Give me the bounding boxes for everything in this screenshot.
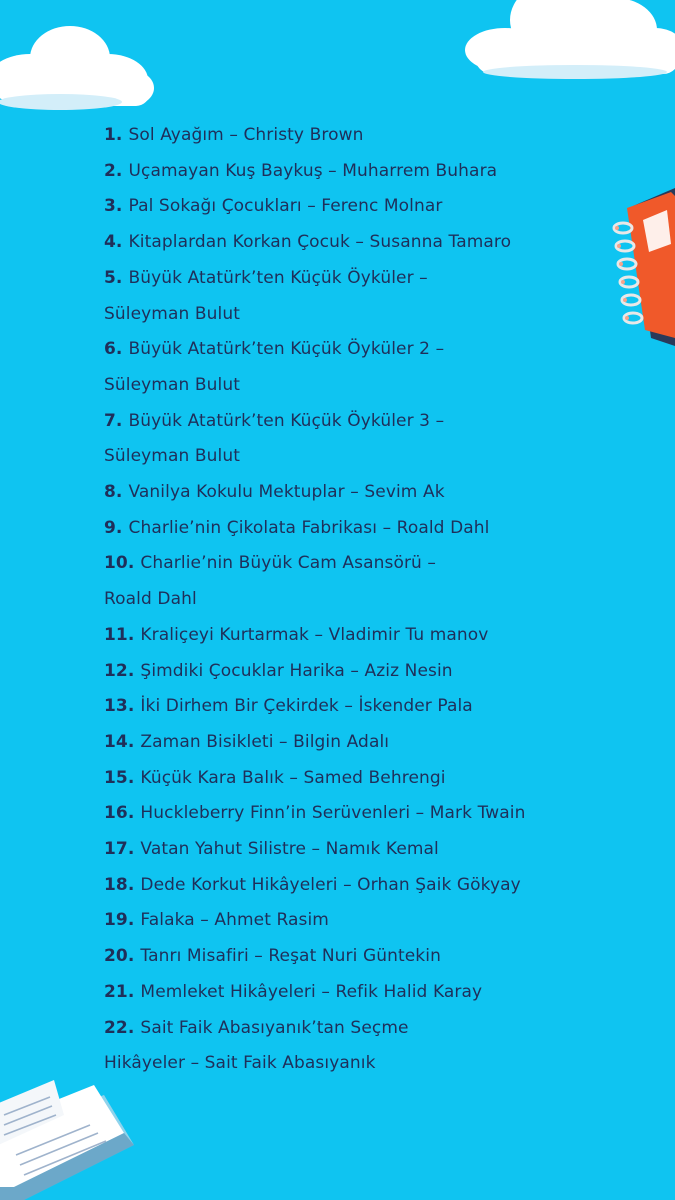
item-number: 15. [104,767,135,788]
book-title: Sol Ayağım – Christy Brown [128,125,364,145]
list-item [104,975,664,1011]
item-number: 20. [104,946,135,967]
item-number: 19. [104,910,135,931]
item-number: 13. [104,696,135,717]
list-item [104,511,664,547]
book-title: Tanrı Misafiri – Reşat Nuri Güntekin [140,946,441,967]
item-number: 10. [104,553,135,574]
list-item [104,154,664,190]
item-number: 4. [104,232,123,253]
list-item [104,546,664,617]
cloud-icon [465,0,675,85]
book-title: Büyük Atatürk’ten Küçük Öyküler – [128,267,428,288]
book-title-continued: Roald Dahl [104,589,197,610]
list-item [104,118,664,154]
list-item [104,832,664,868]
book-title: Charlie’nin Çikolata Fabrikası – Roald Dahl [128,517,490,538]
item-number: 2. [104,160,123,181]
item-number: 5. [104,267,123,288]
list-item [104,475,664,511]
list-item [104,796,664,832]
item-number: 8. [104,482,123,503]
item-number: 16. [104,803,135,824]
item-number: 21. [104,981,135,1002]
item-number: 18. [104,874,135,895]
item-number: 6. [104,339,123,360]
book-title: Büyük Atatürk’ten Küçük Öyküler 3 – [128,410,445,431]
list-item [104,189,664,225]
list-item [104,761,664,797]
list-item [104,618,664,654]
book-title: Falaka – Ahmet Rasim [140,910,329,931]
item-number: 7. [104,410,123,431]
item-number: 1. [104,125,123,145]
list-item [104,261,664,332]
list-item [104,225,664,261]
book-title: Kraliçeyi Kurtarmak – Vladimir Tu manov [140,624,489,645]
open-book-icon [0,1075,144,1200]
book-title-continued: Hikâyeler – Sait Faik Abasıyanık [104,1053,376,1074]
list-item [104,939,664,975]
book-title: Küçük Kara Balık – Samed Behrengi [140,767,446,788]
book-title: Kitaplardan Korkan Çocuk – Susanna Tamaro [128,232,512,253]
book-title: Huckleberry Finn’in Serüvenleri – Mark Twain [140,803,526,824]
item-number: 3. [104,196,123,217]
book-title: Vatan Yahut Silistre – Namık Kemal [140,839,439,860]
book-title: Vanilya Kokulu Mektuplar – Sevim Ak [128,482,445,503]
list-item [104,903,664,939]
book-title: İki Dirhem Bir Çekirdek – İskender Pala [140,696,473,717]
list-item [104,689,664,725]
list-item [104,725,664,761]
list-item [104,332,664,403]
book-title-continued: Süleyman Bulut [104,303,240,324]
book-title: Sait Faik Abasıyanık’tan Seçme [140,1017,409,1038]
list-item [104,868,664,904]
book-title: Memleket Hikâyeleri – Refik Halid Karay [140,981,483,1002]
item-number: 14. [104,731,135,752]
book-title: Uçamayan Kuş Baykuş – Muharrem Buhara [128,160,498,181]
item-number: 9. [104,517,123,538]
book-title: Charlie’nin Büyük Cam Asansörü – [140,553,437,574]
list-item [104,1011,664,1082]
list-item [104,404,664,475]
book-title-continued: Süleyman Bulut [104,446,240,467]
cloud-icon [0,18,160,118]
book-list [104,118,664,1082]
book-title: Zaman Bisikleti – Bilgin Adalı [140,731,390,752]
book-title: Pal Sokağı Çocukları – Ferenc Molnar [128,196,443,217]
item-number: 12. [104,660,135,681]
item-number: 11. [104,624,135,645]
book-title-continued: Süleyman Bulut [104,374,240,395]
item-number: 17. [104,839,135,860]
list-item [104,654,664,690]
book-title: Şimdiki Çocuklar Harika – Aziz Nesin [140,660,453,681]
book-title: Büyük Atatürk’ten Küçük Öyküler 2 – [128,339,445,360]
book-title: Dede Korkut Hikâyeleri – Orhan Şaik Gökyay [140,874,521,895]
item-number: 22. [104,1017,135,1038]
